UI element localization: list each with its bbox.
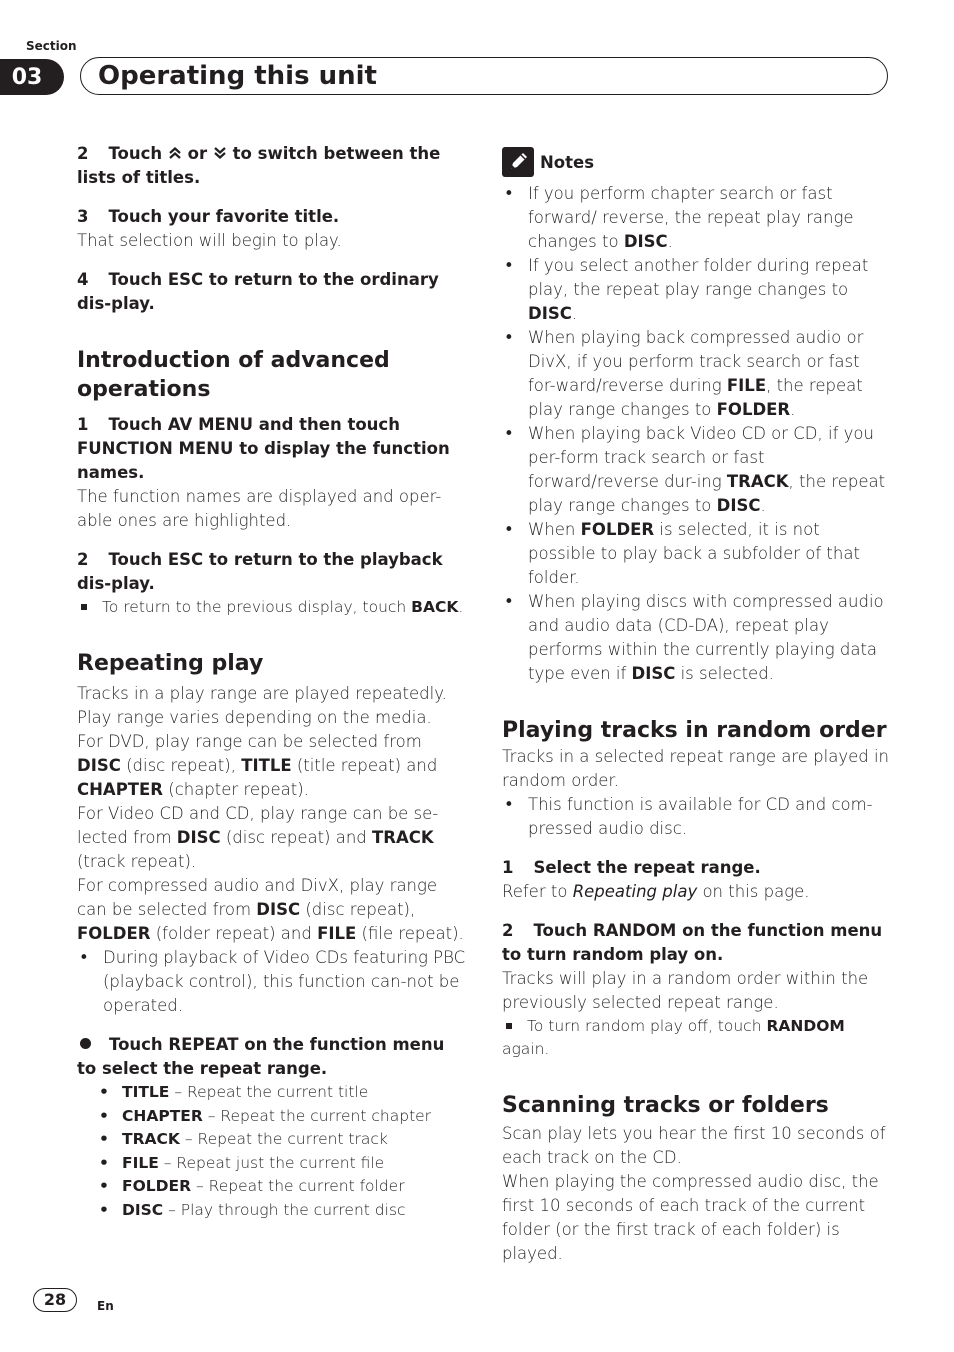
repeat-step: Touch REPEAT on the function menu to select the repeat range. <box>77 1035 445 1078</box>
page-title: Operating this unit <box>98 61 377 91</box>
repeat-dvd-paragraph: For DVD, play range can be selected from DISC (disc repeat), TITLE (title repeat) and CHAPTER (chapter repeat). <box>77 732 438 799</box>
intro-step-1: 1 Touch AV MENU and then touch FUNCTION MENU to display the function names. <box>77 415 450 482</box>
repeat-vcd-paragraph: For Video CD and CD, play range can be se-lected from DISC (disc repeat) and TRACK (track repeat). <box>77 804 439 871</box>
list-item: • TRACK – Repeat the current track <box>77 1128 467 1152</box>
right-column <box>502 146 892 1266</box>
scan-paragraph-1: Scan play lets you hear the first 10 seconds of each track on the CD. <box>502 1124 886 1167</box>
notes-header: Notes <box>502 146 892 178</box>
random-step-1: 1 Select the repeat range. <box>502 858 761 877</box>
random-order-heading: Playing tracks in random order <box>502 718 887 743</box>
list-item: • When playing discs with compressed audio and audio data (CD-DA), repeat play performs within the currently playing data type even if DISC is selected. <box>502 590 892 686</box>
intro-step-2: 2 Touch ESC to return to the playback dis-play. <box>77 550 443 593</box>
notes-list <box>502 182 892 686</box>
list-item: • FILE – Repeat just the current file <box>77 1152 467 1176</box>
step-2-switch-lists: 2 Touch or to switch between the lists of titles. <box>77 144 441 187</box>
list-item: • FOLDER – Repeat the current folder <box>77 1175 467 1199</box>
random-availability-bullet: • This function is available for CD and com-pressed audio disc. <box>502 793 892 841</box>
scan-paragraph-2: When playing the compressed audio disc, the first 10 seconds of each track of the current folder (or the first track of each folder) is played. <box>502 1172 879 1263</box>
list-item: • When playing back compressed audio or DivX, if you perform track search or fast for-ward/reverse during FILE, the repeat play range changes to FOLDER. <box>502 326 892 422</box>
list-item: • If you select another folder during repeat play, the repeat play range changes to DISC. <box>502 254 892 326</box>
step-4-touch-esc: 4 Touch ESC to return to the ordinary dis-play. <box>77 270 439 313</box>
repeating-play-heading: Repeating play <box>77 651 264 676</box>
intro-step-1-description: The function names are displayed and oper-able ones are highlighted. <box>77 487 442 530</box>
step-3-description: That selection will begin to play. <box>77 231 342 250</box>
random-intro-paragraph: Tracks in a selected repeat range are played in random order. <box>502 747 890 790</box>
random-step-1-description: Refer to Repeating play on this page. <box>502 882 810 901</box>
scanning-heading: Scanning tracks or folders <box>502 1093 829 1118</box>
language-label: En <box>97 1299 114 1313</box>
intro-step-2-note: To return to the previous display, touch BACK. <box>77 596 467 619</box>
random-step-2-note: To turn random play off, touch RANDOM again. <box>502 1015 892 1061</box>
repeat-compressed-paragraph: For compressed audio and DivX, play range can be selected from DISC (disc repeat), FOLDER (folder repeat) and FILE (file repeat). <box>77 876 464 943</box>
section-label: Section <box>26 39 77 53</box>
filled-circle-icon <box>80 1038 91 1049</box>
step-3-touch-title: 3 Touch your favorite title. <box>77 207 340 226</box>
pencil-icon <box>502 147 534 177</box>
repeat-pbc-bullet: • During playback of Video CDs featuring PBC (playback control), this function can-not be operated. <box>77 946 467 1018</box>
left-column <box>77 142 467 1222</box>
repeat-intro-paragraph: Tracks in a play range are played repeatedly. Play range varies depending on the media. <box>77 684 447 727</box>
intro-heading: Introduction of advanced operations <box>77 348 390 402</box>
list-item: • If you perform chapter search or fast forward/ reverse, the repeat play range changes to DISC. <box>502 182 892 254</box>
list-item: • When FOLDER is selected, it is not possible to play back a subfolder of that folder. <box>502 518 892 590</box>
list-item: • DISC – Play through the current disc <box>77 1199 467 1223</box>
list-item: • When playing back Video CD or CD, if you per-form track search or fast forward/reverse dur-ing TRACK, the repeat play range changes to DISC. <box>502 422 892 518</box>
page-number: 28 <box>33 1288 77 1312</box>
list-item: • CHAPTER – Repeat the current chapter <box>77 1105 467 1129</box>
random-step-2: 2 Touch RANDOM on the function menu to turn random play on. <box>502 921 883 964</box>
list-item: • TITLE – Repeat the current title <box>77 1081 467 1105</box>
double-chevron-up-icon <box>168 146 182 160</box>
random-step-2-description: Tracks will play in a random order within the previously selected repeat range. <box>502 969 869 1012</box>
repeat-options-list <box>77 1081 467 1222</box>
double-chevron-down-icon <box>213 146 227 160</box>
section-number-badge: 03 <box>0 59 64 95</box>
